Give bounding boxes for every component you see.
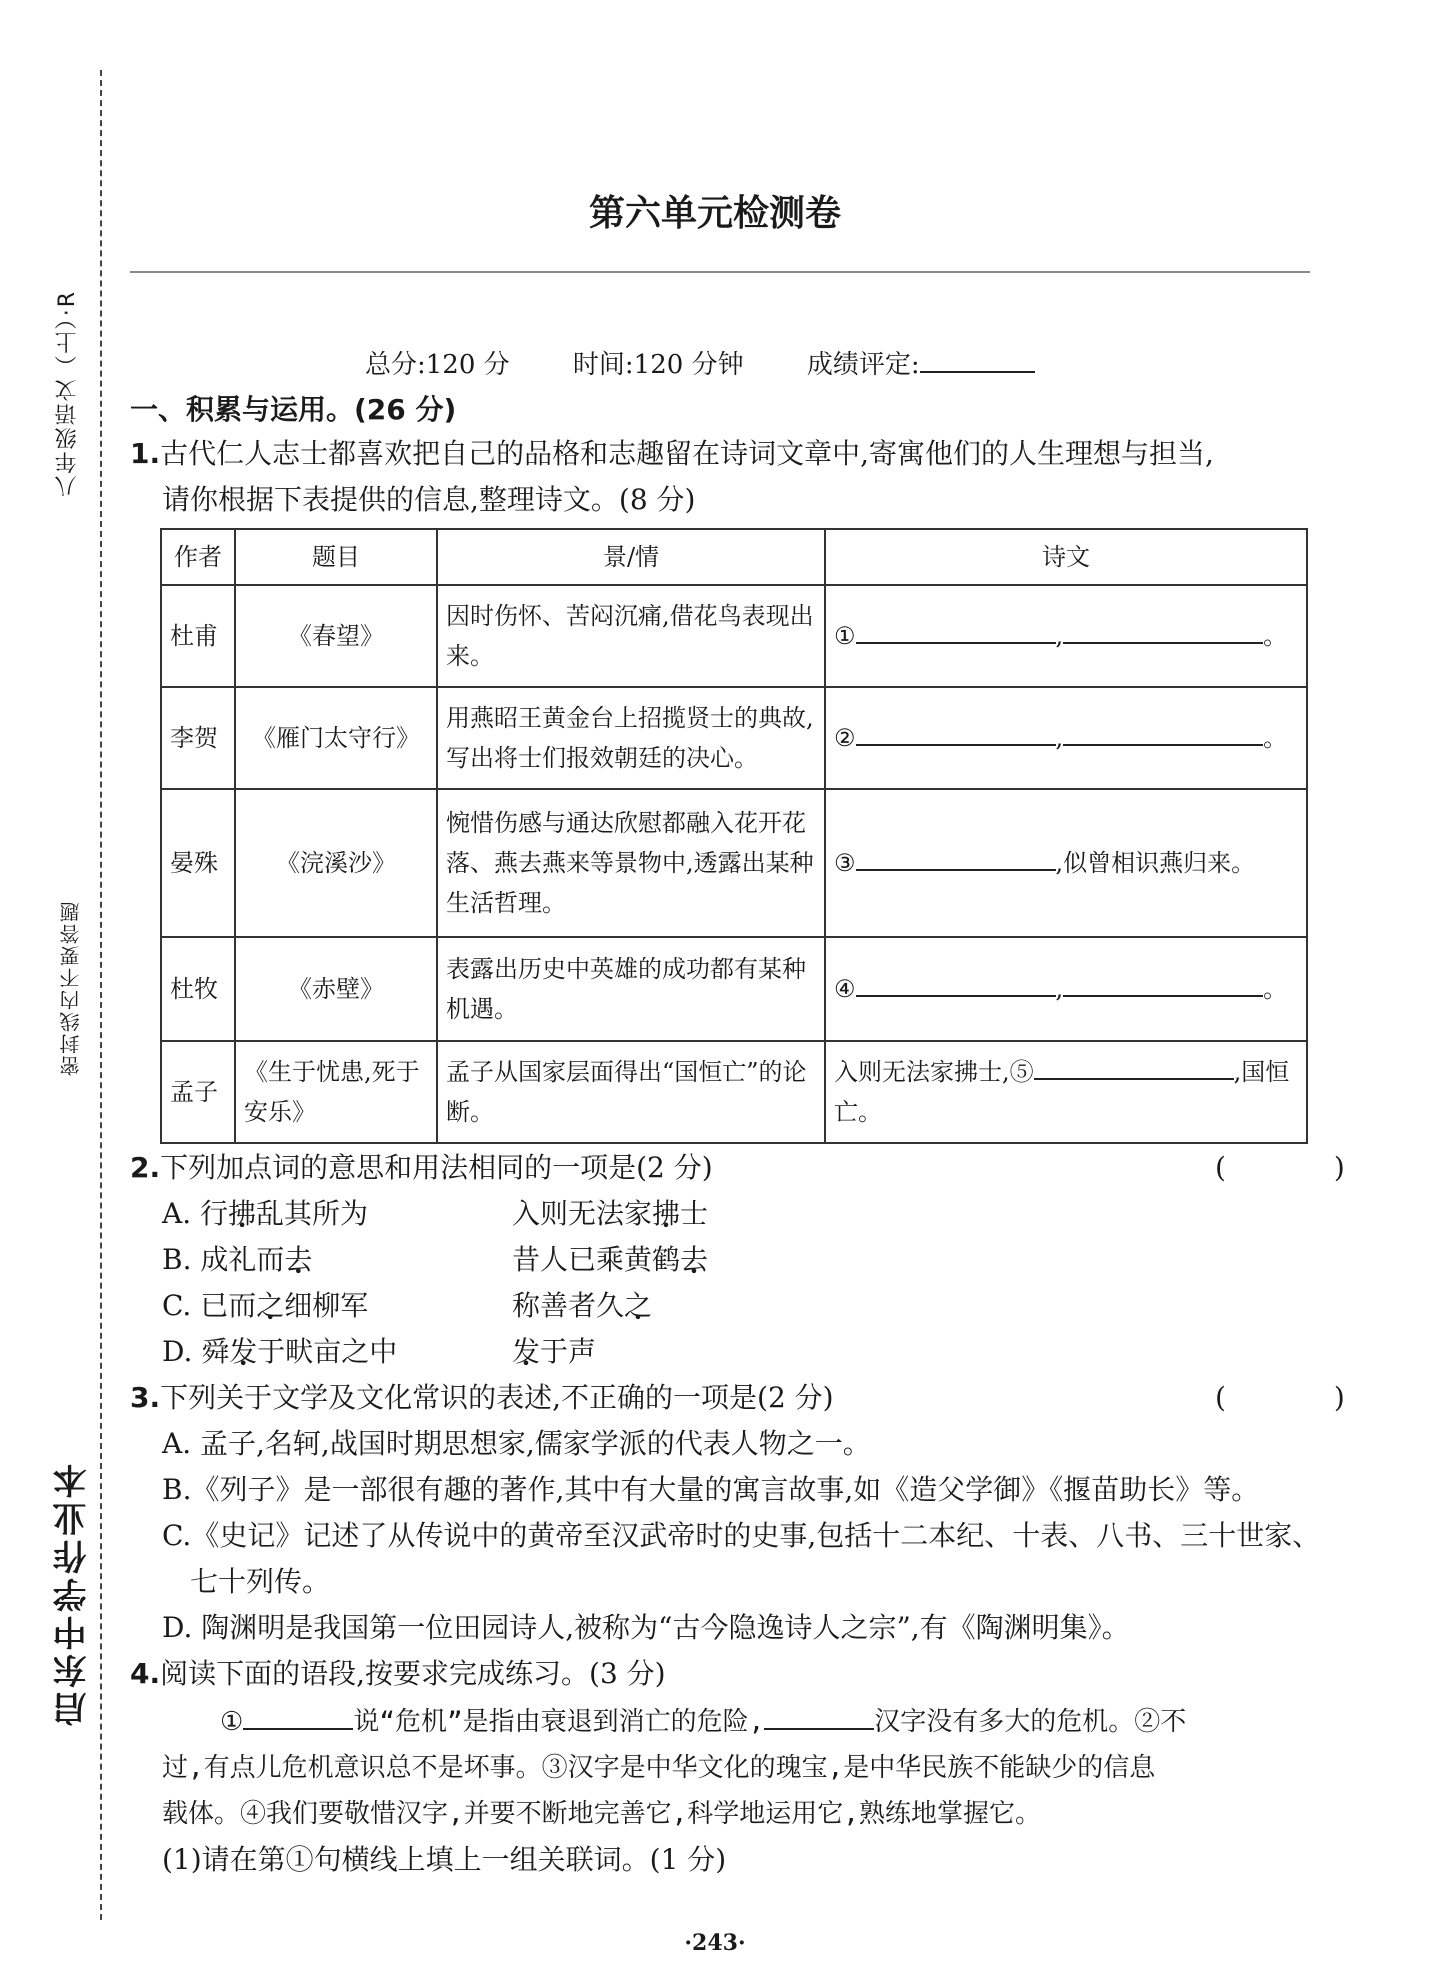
- answer-blank[interactable]: [856, 720, 1056, 746]
- row-author: 杜甫: [161, 585, 235, 687]
- row-author: 孟子: [161, 1041, 235, 1143]
- q3-option-b[interactable]: B.《列子》是一部很有趣的著作,其中有大量的寓言故事,如《造父学御》《揠苗助长》等。: [162, 1473, 1260, 1506]
- row-author: 晏殊: [161, 789, 235, 937]
- q2-stem: 2.下列加点词的意思和用法相同的一项是(2 分): [130, 1151, 713, 1184]
- table-row: [161, 687, 1307, 789]
- connective-blank-1[interactable]: [243, 1702, 353, 1730]
- row-poem: ① , 。: [825, 585, 1307, 687]
- page-title: 第六单元检测卷: [588, 193, 841, 234]
- q2-answer-paren[interactable]: ( ): [1215, 1151, 1385, 1184]
- q1-stem-line2: 请你根据下表提供的信息,整理诗文。(8 分): [162, 483, 696, 516]
- answer-blank[interactable]: [856, 971, 1056, 997]
- seal-line: [100, 70, 102, 1920]
- row-author: 李贺: [161, 687, 235, 789]
- row-poem: ④ , 。: [825, 937, 1307, 1041]
- q4-sub-question-1: (1)请在第①句横线上填上一组关联词。(1 分): [162, 1843, 727, 1876]
- table-row: [161, 937, 1307, 1041]
- q4-paragraph-line3: 载体。④我们要敬惜汉字,并要不断地完善它,科学地运用它,熟练地掌握它。: [162, 1799, 1041, 1829]
- header-feeling: 景/情: [437, 529, 825, 585]
- q2-option-d[interactable]: D. 舜发于畎亩之中: [162, 1335, 398, 1368]
- q2-option-d-pair: 发于声: [512, 1335, 597, 1368]
- row-poem: 入则无法家拂士,⑤ ,国恒亡。: [825, 1041, 1307, 1143]
- row-feeling: 孟子从国家层面得出“国恒亡”的论断。: [437, 1041, 825, 1143]
- q3-option-d[interactable]: D. 陶渊明是我国第一位田园诗人,被称为“古今隐逸诗人之宗”,有《陶渊明集》。: [162, 1611, 1130, 1644]
- answer-blank[interactable]: [1063, 720, 1263, 746]
- q2-option-c-pair: 称善者久之: [512, 1289, 653, 1322]
- header-poem: 诗文: [825, 529, 1307, 585]
- q4-paragraph-line2: 过,有点儿危机意识总不是坏事。③汉字是中华文化的瑰宝,是中华民族不能缺少的信息: [162, 1753, 1156, 1783]
- grade-label: 成绩评定:: [806, 350, 920, 380]
- q2-option-c[interactable]: C. 已而之细柳军: [162, 1289, 369, 1322]
- q2-option-b-pair: 昔人已乘黄鹤去: [512, 1243, 709, 1276]
- page-number: ·243·: [684, 1930, 746, 1956]
- poem-table: [160, 528, 1308, 1144]
- section-heading: 一、积累与运用。(26 分): [130, 393, 457, 426]
- row-title: 《春望》: [235, 585, 437, 687]
- q1-stem-line1: 1.古代仁人志士都喜欢把自己的品格和志趣留在诗词文章中,寄寓他们的人生理想与担当,: [130, 437, 1214, 470]
- header-title: 题目: [235, 529, 437, 585]
- answer-blank[interactable]: [856, 618, 1056, 644]
- q4-paragraph-line1: ① 说“危机”是指由衰退到消亡的危险, 汉字没有多大的危机。②不: [220, 1700, 1186, 1744]
- header-author: 作者: [161, 529, 235, 585]
- table-row: [161, 1041, 1307, 1143]
- q3-stem: 3.下列关于文学及文化常识的表述,不正确的一项是(2 分): [130, 1381, 834, 1414]
- q3-option-c[interactable]: C.《史记》记述了从传说中的黄帝至汉武帝时的史事,包括十二本纪、十表、八书、三十世家、: [162, 1519, 1321, 1552]
- spine-book-title: 启东中学作业本: [53, 1460, 93, 1726]
- connective-blank-2[interactable]: [764, 1702, 874, 1730]
- q4-stem: 4.阅读下面的语段,按要求完成练习。(3 分): [130, 1657, 666, 1690]
- exam-meta: [365, 344, 1090, 381]
- q3-answer-paren[interactable]: ( ): [1215, 1381, 1385, 1414]
- row-feeling: 表露出历史中英雄的成功都有某种机遇。: [437, 937, 825, 1041]
- row-title: 《雁门太守行》: [235, 687, 437, 789]
- row-feeling: 因时伤怀、苦闷沉痛,借花鸟表现出来。: [437, 585, 825, 687]
- answer-blank[interactable]: [1034, 1054, 1234, 1080]
- row-title: 《生于忧患,死于安乐》: [235, 1041, 437, 1143]
- row-poem: ③ ,似曾相识燕归来。: [825, 789, 1307, 937]
- answer-blank[interactable]: [1063, 971, 1263, 997]
- row-poem: ② , 。: [825, 687, 1307, 789]
- q3-option-c-cont: 七十列传。: [190, 1565, 331, 1598]
- table-row: [161, 585, 1307, 687]
- row-title: 《浣溪沙》: [235, 789, 437, 937]
- row-title: 《赤壁》: [235, 937, 437, 1041]
- title-rule: [130, 271, 1310, 273]
- q3-option-a[interactable]: A. 孟子,名轲,战国时期思想家,儒家学派的代表人物之一。: [162, 1427, 871, 1460]
- row-feeling: 用燕昭王黄金台上招揽贤士的典故,写出将士们报效朝廷的决心。: [437, 687, 825, 789]
- answer-blank[interactable]: [856, 845, 1056, 871]
- table-header-row: [161, 529, 1307, 585]
- time-limit: 时间:120 分钟: [572, 350, 744, 380]
- row-feeling: 惋惜伤感与通达欣慰都融入花开花落、燕去燕来等景物中,透露出某种生活哲理。: [437, 789, 825, 937]
- table-row: [161, 789, 1307, 937]
- grade-blank[interactable]: [920, 345, 1035, 373]
- q2-option-a-pair: 入则无法家拂士: [512, 1197, 709, 1230]
- q2-option-a[interactable]: A. 行拂乱其所为: [162, 1197, 369, 1230]
- row-author: 杜牧: [161, 937, 235, 1041]
- spine-seal-note: 密封线内不要答题: [59, 900, 83, 1076]
- q2-option-b[interactable]: B. 成礼而去: [162, 1243, 313, 1276]
- total-score: 总分:120 分: [365, 350, 510, 380]
- spine-grade-label: 八年级语文（上）·R: [55, 290, 80, 498]
- answer-blank[interactable]: [1063, 618, 1263, 644]
